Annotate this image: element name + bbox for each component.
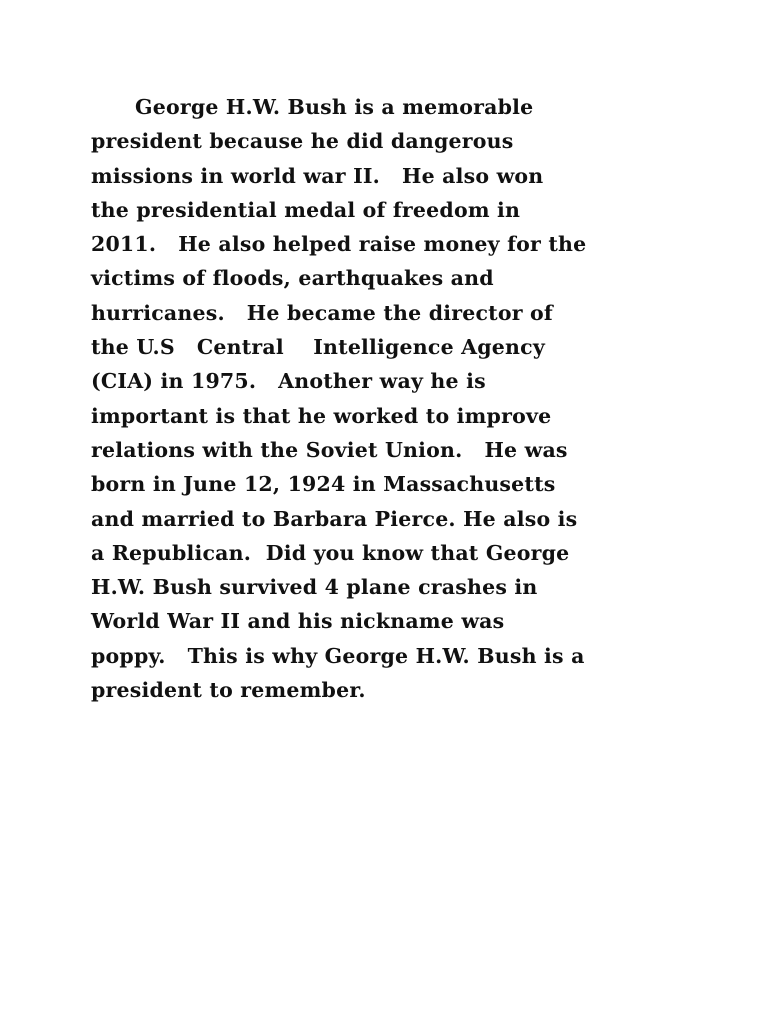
essay-paragraph xyxy=(91,90,691,707)
text-line: relations with the Soviet Union. He was xyxy=(91,437,568,462)
text-line: World War II and his nickname was xyxy=(91,609,505,634)
text-line: 2011. He also helped raise money for the xyxy=(91,232,587,257)
text-line: the U.S Central Intelligence Agency xyxy=(91,335,545,360)
text-line: H.W. Bush survived 4 plane crashes in xyxy=(91,575,538,600)
text-line: poppy. This is why George H.W. Bush is a xyxy=(91,643,585,668)
text-line: president because he did dangerous xyxy=(91,129,514,154)
text-line: (CIA) in 1975. Another way he is xyxy=(91,369,486,394)
text-line: a Republican. Did you know that George xyxy=(91,540,570,565)
text-line: George H.W. Bush is a memorable xyxy=(135,95,534,119)
text-line: hurricanes. He became the director of xyxy=(91,300,553,325)
text-line: missions in world war II. He also won xyxy=(91,163,544,188)
text-line: important is that he worked to improve xyxy=(91,403,552,428)
text-line: born in June 12, 1924 in Massachusetts xyxy=(91,472,556,497)
text-line: the presidential medal of freedom in xyxy=(91,197,521,222)
text-line: president to remember. xyxy=(91,678,366,703)
text-line: victims of floods, earthquakes and xyxy=(91,266,494,291)
text-line: and married to Barbara Pierce. He also is xyxy=(91,506,578,531)
